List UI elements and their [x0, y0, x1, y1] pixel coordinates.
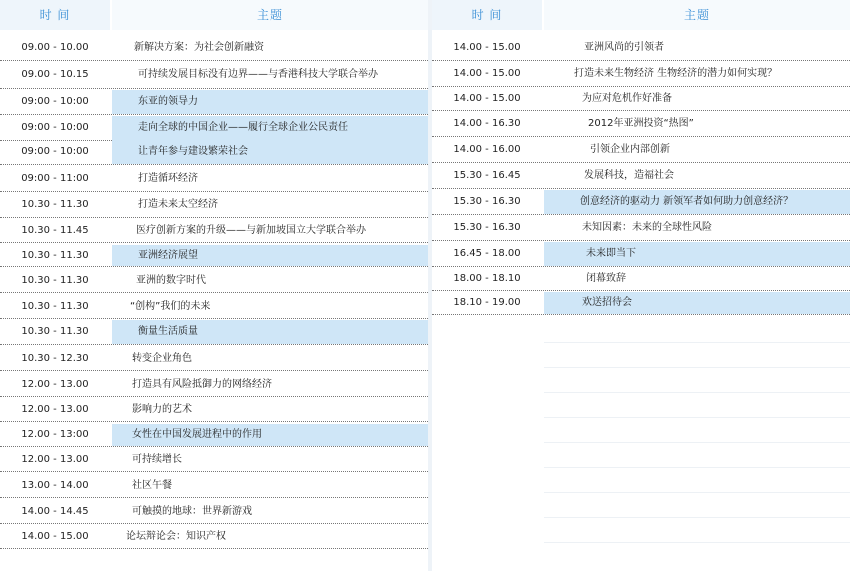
session-topic[interactable]: [544, 138, 850, 162]
session-topic[interactable]: [112, 62, 428, 88]
session-topic[interactable]: [112, 116, 428, 140]
empty-row: [544, 368, 850, 393]
session-topic[interactable]: [544, 36, 850, 60]
table-row: [432, 88, 850, 111]
schedule-table-right: [432, 0, 850, 545]
session-topic[interactable]: [544, 112, 850, 136]
session-topic[interactable]: [112, 320, 428, 344]
session-topic-label: 可持续发展目标没有边界——与香港科技大学联合举办: [138, 69, 378, 80]
session-topic-label: 社区午餐: [132, 480, 172, 491]
table-row: [432, 242, 850, 267]
table-row: [0, 399, 428, 422]
session-time: 14.00 - 15.00: [453, 68, 521, 79]
session-topic-label: 新解决方案：为社会创新融资: [134, 42, 264, 53]
session-topic-label: 医疗创新方案的升级——与新加坡国立大学联合举办: [136, 225, 366, 236]
session-topic-label: 亚洲的数字时代: [136, 275, 206, 286]
empty-row: [544, 318, 850, 343]
table-row: [0, 320, 428, 345]
session-time: 10.30 - 11.30: [21, 250, 89, 261]
session-time: 14.00 - 14.45: [21, 506, 89, 517]
table-row: [432, 36, 850, 61]
session-topic-label: 衡量生活质量: [138, 326, 198, 337]
table-row: [432, 62, 850, 87]
session-topic[interactable]: [544, 268, 850, 290]
session-topic[interactable]: [112, 399, 428, 421]
session-topic-label: 走向全球的中国企业——履行全球企业公民责任: [138, 122, 348, 133]
session-topic[interactable]: [112, 140, 428, 164]
session-time: 09:00 - 10:00: [21, 96, 89, 107]
session-topic-label: 论坛辩论会：知识产权: [126, 531, 226, 542]
session-time: 12.00 - 13.00: [21, 379, 89, 390]
session-topic-label: 闭幕致辞: [586, 273, 626, 284]
table-row: [432, 164, 850, 189]
table-row: [0, 140, 428, 165]
session-topic[interactable]: [544, 216, 850, 240]
table-row: [0, 500, 428, 524]
table-row: [0, 295, 428, 319]
table-row: [432, 138, 850, 163]
session-topic-label: 可触摸的地球：世界新游戏: [132, 506, 252, 517]
session-topic-label: 创意经济的驱动力 新领军者如何助力创意经济？: [580, 196, 794, 207]
empty-row: [544, 393, 850, 418]
table-row: [432, 216, 850, 241]
session-topic[interactable]: [112, 526, 428, 548]
session-topic[interactable]: [112, 373, 428, 396]
session-topic-label: 东亚的领导力: [138, 96, 198, 107]
session-topic-label: 未知因素：未来的全球性风险: [582, 222, 712, 233]
table-row: [0, 449, 428, 472]
session-time: 13.00 - 14.00: [21, 480, 89, 491]
table-row: [0, 526, 428, 549]
table-row: [432, 268, 850, 291]
session-topic-label: 女性在中国发展进程中的作用: [132, 429, 262, 440]
session-time: 14.00 - 15.00: [453, 93, 521, 104]
session-time: 10.30 - 11.30: [21, 199, 89, 210]
table-row: [0, 347, 428, 371]
session-topic[interactable]: [544, 88, 850, 110]
session-topic-label: “创构”我们的未来: [130, 301, 211, 312]
session-time: 15.30 - 16.30: [453, 222, 521, 233]
session-time: 09:00 - 11:00: [21, 173, 89, 184]
session-topic[interactable]: [112, 245, 428, 266]
session-topic[interactable]: [112, 500, 428, 523]
session-topic-label: 打造具有风险抵御力的网络经济: [132, 379, 272, 390]
session-time: 10.30 - 12.30: [21, 353, 89, 364]
session-topic-label: 可持续增长: [132, 454, 182, 465]
session-time: 09.00 - 10.15: [21, 69, 89, 80]
empty-row: [544, 418, 850, 443]
session-topic[interactable]: [112, 475, 428, 497]
session-time: 10.30 - 11.30: [21, 301, 89, 312]
empty-row: [544, 443, 850, 468]
session-time: 09:00 - 10:00: [21, 122, 89, 133]
table-row: [0, 373, 428, 397]
session-time: 09.00 - 10.00: [21, 42, 89, 53]
session-time: 14.00 - 16.30: [453, 118, 521, 129]
table-row: [0, 193, 428, 218]
table-row: [0, 62, 428, 89]
session-topic[interactable]: [112, 193, 428, 217]
session-topic-label: 亚洲风尚的引领者: [584, 42, 664, 53]
session-topic[interactable]: [544, 62, 850, 86]
time-column-header: 时 间: [0, 0, 110, 30]
topic-column-header: 主题: [112, 0, 428, 30]
session-topic-label: 2012年亚洲投资“热图”: [588, 118, 694, 129]
session-topic[interactable]: [112, 347, 428, 370]
session-topic-label: 欢送招待会: [582, 297, 632, 308]
session-topic-label: 打造未来太空经济: [138, 199, 218, 210]
session-topic-label: 打造未来生物经济 生物经济的潜力如何实现？: [574, 68, 778, 79]
session-topic[interactable]: [112, 424, 428, 446]
table-row: [432, 292, 850, 315]
session-topic-label: 打造循环经济: [138, 173, 198, 184]
topic-column-header: 主题: [544, 0, 850, 30]
table-row: [0, 424, 428, 447]
table-header-right: [432, 0, 850, 30]
table-row: [0, 36, 428, 61]
session-time: 10.30 - 11.30: [21, 326, 89, 337]
empty-row: [544, 468, 850, 493]
session-time: 18.10 - 19.00: [453, 297, 521, 308]
session-topic[interactable]: [544, 164, 850, 188]
table-row: [0, 245, 428, 267]
session-topic[interactable]: [112, 270, 428, 292]
session-topic-label: 亚洲经济展望: [138, 250, 198, 261]
session-topic-label: 让青年参与建设繁荣社会: [138, 146, 248, 157]
session-time: 14.00 - 16.00: [453, 144, 521, 155]
session-topic[interactable]: [112, 36, 428, 60]
session-time: 14.00 - 15.00: [453, 42, 521, 53]
empty-row: [544, 343, 850, 368]
session-topic[interactable]: [544, 190, 850, 214]
session-time: 12.00 - 13:00: [21, 429, 89, 440]
session-topic[interactable]: [112, 295, 428, 318]
session-time: 12.00 - 13.00: [21, 404, 89, 415]
session-time: 16.45 - 18.00: [453, 248, 521, 259]
empty-row: [544, 493, 850, 518]
table-row: [0, 167, 428, 192]
table-row: [0, 475, 428, 498]
table-row: [0, 270, 428, 293]
session-topic[interactable]: [544, 292, 850, 314]
session-topic[interactable]: [112, 449, 428, 471]
table-header-left: [0, 0, 428, 30]
session-time: 15.30 - 16.30: [453, 196, 521, 207]
session-time: 10.30 - 11.30: [21, 275, 89, 286]
table-row: [0, 116, 428, 141]
session-topic[interactable]: [544, 242, 850, 266]
table-row: [0, 90, 428, 115]
session-time: 18.00 - 18.10: [453, 273, 521, 284]
session-time: 14.00 - 15.00: [21, 531, 89, 542]
session-topic-label: 引领企业内部创新: [590, 144, 670, 155]
table-row: [432, 190, 850, 215]
session-time: 09:00 - 10:00: [21, 146, 89, 157]
time-column-header: 时 间: [432, 0, 542, 30]
empty-row: [544, 518, 850, 543]
table-row: [0, 220, 428, 243]
session-topic-label: 影响力的艺术: [132, 404, 192, 415]
session-time: 10.30 - 11.45: [21, 225, 89, 236]
session-time: 12.00 - 13.00: [21, 454, 89, 465]
session-topic[interactable]: [112, 220, 428, 242]
session-topic-label: 为应对危机作好准备: [582, 93, 672, 104]
session-topic-label: 转变企业角色: [132, 353, 192, 364]
session-topic[interactable]: [112, 90, 428, 114]
table-row: [432, 112, 850, 137]
session-topic-label: 发展科技，造福社会: [584, 170, 674, 181]
session-time: 15.30 - 16.45: [453, 170, 521, 181]
session-topic-label: 未来即当下: [586, 248, 636, 259]
session-topic[interactable]: [112, 167, 428, 191]
